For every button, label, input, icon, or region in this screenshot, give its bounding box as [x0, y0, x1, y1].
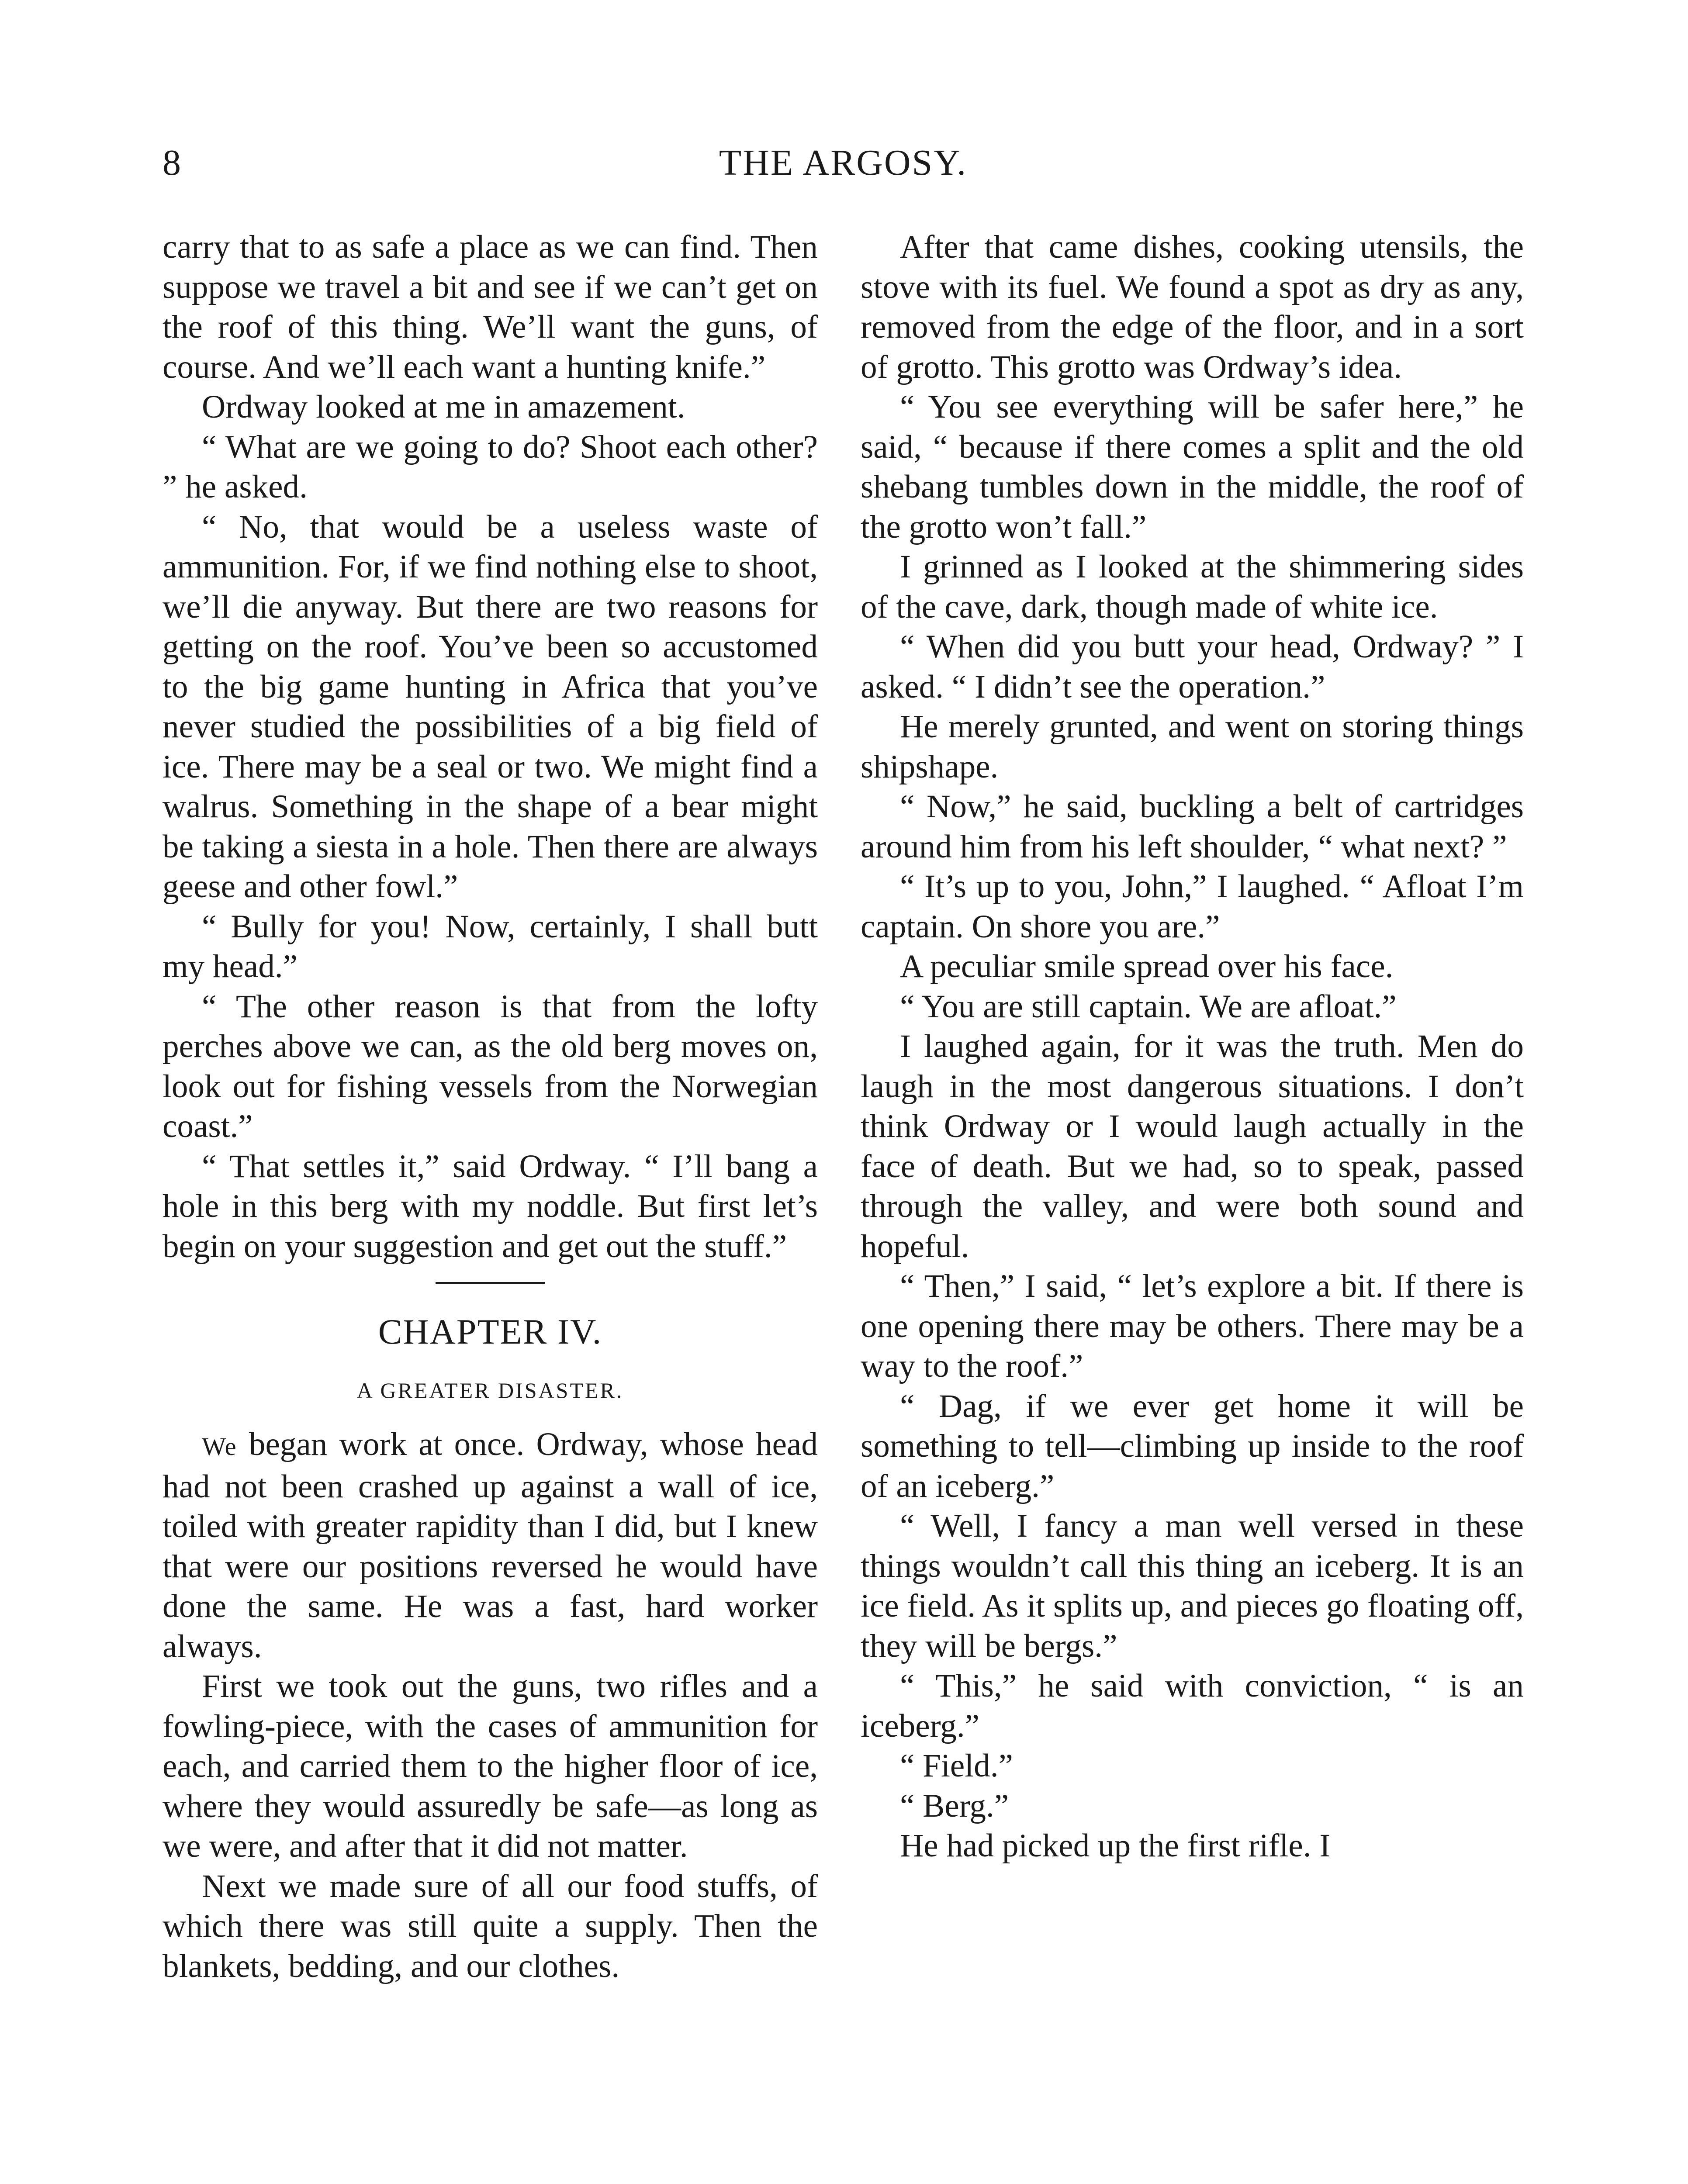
- paragraph: I grinned as I looked at the shimmering sides of the cave, dark, though made of white ice.: [861, 549, 1524, 625]
- chapter-title: CHAPTER IV.: [378, 1312, 602, 1351]
- paragraph: “ Bully for you! Now, certainly, I shall butt my head.”: [163, 908, 818, 985]
- section-divider: [436, 1282, 545, 1284]
- page-number: 8: [163, 142, 181, 183]
- paragraph: “ That settles it,” said Ordway. “ I’ll bang a hole in this berg with my noddle. But first let’s begin on your suggestion and get out the stuff.”: [163, 1148, 818, 1265]
- paragraph: “ Now,” he said, buckling a belt of cartridges around him from his left shoulder, “ what next? ”: [861, 788, 1524, 865]
- paragraph: “ Field.”: [900, 1748, 1013, 1784]
- paragraph: “ You see everything will be safer here,” he said, “ because if there comes a split and the old shebang tumbles down in the middle, the roof of the grotto won’t fall.”: [861, 389, 1524, 545]
- paragraph: “ Well, I fancy a man well versed in these things wouldn’t call this thing an iceberg. It is an ice field. As it splits up, and pieces go floating off, they will be bergs.”: [861, 1508, 1524, 1664]
- paragraph: A peculiar smile spread over his face.: [900, 948, 1394, 985]
- paragraph: “ This,” he said with conviction, “ is an iceberg.”: [861, 1668, 1524, 1744]
- paragraph: “ What are we going to do? Shoot each other? ” he asked.: [163, 429, 818, 505]
- paragraph: After that came dishes, cooking utensils, the stove with its fuel. We found a spot as dry as any, removed from the edge of the floor, and in a sort of grotto. This grotto was Ordway’s idea.: [861, 229, 1524, 385]
- paragraph: “ You are still captain. We are afloat.”: [900, 988, 1397, 1025]
- paragraph: Ordway looked at me in amazement.: [202, 389, 685, 425]
- page-header: [163, 139, 1524, 187]
- paragraph: “ Dag, if we ever get home it will be something to tell—climbing up inside to the roof of an iceberg.”: [861, 1388, 1524, 1504]
- paragraph: He had picked up the first rifle. I: [900, 1828, 1331, 1864]
- running-title: THE ARGOSY.: [719, 142, 968, 183]
- paragraph: “ No, that would be a useless waste of ammunition. For, if we find nothing else to shoot, we’ll die anyway. But there are two reasons for getting on the roof. You’ve been so accustomed to the big game hunting in Africa that you’ve never studied the possibilities of a big field of ice. There may be a seal or two. We might find a walrus. Something in the shape of a bear might be taking a siesta in a hole. Then there are always geese and other fowl.”: [163, 508, 818, 905]
- paragraph: I laughed again, for it was the truth. Men do laugh in the most dangerous situations. I don’t think Ordway or I would laugh actually in the face of death. But we had, so to speak, passed through the valley, and were both sound and hopeful.: [861, 1028, 1524, 1265]
- paragraph: “ It’s up to you, John,” I laughed. “ Afloat I’m captain. On shore you are.”: [861, 868, 1524, 945]
- paragraph: “ Berg.”: [900, 1787, 1009, 1824]
- paragraph: He merely grunted, and went on storing things shipshape.: [861, 708, 1524, 785]
- chapter-subtitle: A GREATER DISASTER.: [356, 1378, 624, 1403]
- paragraph: “ When did you butt your head, Ordway? ” I asked. “ I didn’t see the operation.”: [861, 629, 1524, 705]
- drop-word: We: [202, 1432, 237, 1461]
- paragraph: “ Then,” I said, “ let’s explore a bit. If there is one opening there may be others. There may be a way to the roof.”: [861, 1268, 1524, 1384]
- paragraph: Next we made sure of all our food stuffs, of which there was still quite a supply. Then the blankets, bedding, and our clothes.: [163, 1868, 818, 1984]
- paragraph: “ The other reason is that from the lofty perches above we can, as the old berg moves on, look out for fishing vessels from the Norwegian coast.”: [163, 988, 818, 1144]
- paragraph: carry that to as safe a place as we can find. Then suppose we travel a bit and see if we can’t get on the roof of this thing. We’ll want the guns, of course. And we’ll each want a hunting knife.”: [163, 229, 818, 385]
- opening-text: began work at once. Ordway, whose head had not been crashed up against a wall of ice, toiled with greater rapidity than I did, but I knew that were our positions reversed he would have done the same. He was a fast, hard worker always.: [163, 1426, 818, 1665]
- left-column: [163, 227, 818, 1986]
- right-column: [861, 227, 1524, 1866]
- paragraph: First we took out the guns, two rifles and a fowling-piece, with the cases of ammunition for each, and carried them to the higher floor of ice, where they would assuredly be safe—as long as we were, and after that it did not matter.: [163, 1668, 818, 1864]
- chapter-opening-paragraph: [163, 1424, 818, 1666]
